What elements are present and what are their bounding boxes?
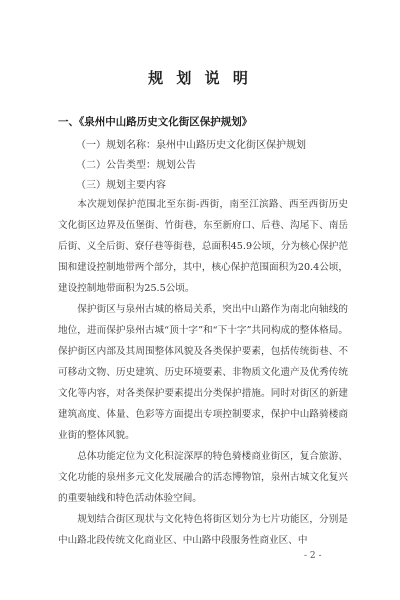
paragraph-protection: 保护街区与泉州古城的格局关系，突出中山路作为南北向轴线的地位，进而保护泉州古城“顶十字”和“下十字”共同构成的整体格局。保护街区内部及其周围整体风貌及各类保护要素，包括传统街巷、不可移动文物、历史建筑、历史环境要素、非物质文化遗产及优秀传统文化等内容，对各类保护要素提出分类保护措施。同时对街区的新建建筑高度、体量、色彩等方面提出专项控制要求，保护中山路骑楼商业街的整体风貌。 <box>58 304 348 441</box>
section-heading: 一、《泉州中山路历史文化街区保护规划》 <box>58 116 253 128</box>
item-plan-name: （一）规划名称：泉州中山路历史文化街区保护规划 <box>76 140 306 151</box>
page-title: 规 划 说 明 <box>148 69 252 87</box>
paragraph-positioning: 总体功能定位为文化积淀深厚的特色骑楼商业街区，复合旅游、文化功能的泉州多元文化发展融合的活态博物馆，泉州古城文化复兴的重要轴线和特色活动体验空间。 <box>58 451 348 504</box>
paragraph-zoning: 规划结合街区现状与文化特色将街区划分为七片功能区，分别是中山路北段传统文化商业区、中山路中段服务性商业区、中 <box>58 514 348 546</box>
item-notice-type: （二）公告类型：规划公告 <box>76 160 196 171</box>
page-number: - 2 - <box>304 551 322 561</box>
item-main-content: （三）规划主要内容 <box>76 180 166 191</box>
body-text <box>58 194 348 551</box>
paragraph-scope: 本次规划保护范围北至东街-西街，南至江滨路、西至西街历史文化街区边界及伍堡街、竹街巷，东至新府口、后巷、沟尾下、南岳后街、义全后街、寮仔巷等街巷，总面积45.9公顷，分为核心保护范围和建设控制地带两个部分，其中，核心保护范围面积为20.4公顷，建设控制地带面积为25.5公顷。 <box>58 199 348 294</box>
